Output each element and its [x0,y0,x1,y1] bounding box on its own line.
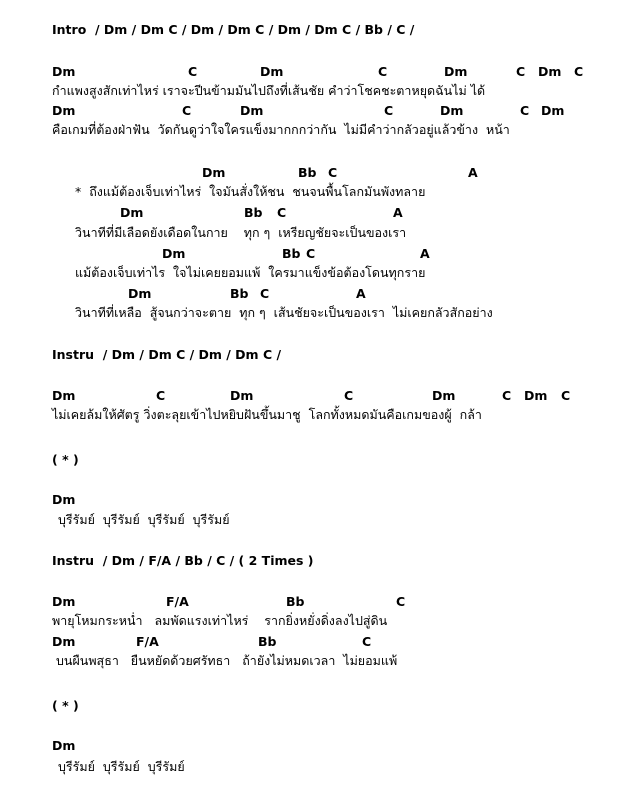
chord-line [0,386,571,406]
chord: A [468,165,478,180]
chord: Dm [162,246,186,261]
chord-line [0,592,406,612]
chord: C [502,388,512,403]
chord-line [0,101,565,121]
chord: Dm [240,103,264,118]
chord: Dm [52,103,76,118]
intro-line: Intro / Dm / Dm C / Dm / Dm C / Dm / Dm C / Bb / C / [52,22,415,37]
chord-line [0,490,76,510]
chord: Bb [286,594,305,609]
lyric-line: ไม่เคยล้มให้ศัตรู วิ่งตะลุยเข้าไปหยิบฝันขึ้นมาชู โลกทั้งหมดมันคือเกมของผู้ กล้า [52,407,482,422]
chord: A [393,205,403,220]
chord: Bb [244,205,263,220]
chord: Dm [538,64,562,79]
chord: Dm [52,634,76,649]
chord: F/A [136,634,159,649]
chord: Dm [52,388,76,403]
chord: C [574,64,584,79]
lyric-line: * ถึงแม้ต้องเจ็บเท่าไหร่ ใจมันสั่งให้ชน ชนจนพื้นโลกมันพังทลาย [75,184,426,199]
chord: Dm [440,103,464,118]
chord: C [277,205,287,220]
chord: C [520,103,530,118]
chord: C [378,64,388,79]
chord-line [0,62,584,82]
chord: Dm [52,738,76,753]
instru-line: Instru / Dm / Dm C / Dm / Dm C / [52,347,282,362]
lyric-line: บนผืนพสุธา ยืนหยัดด้วยศรัทธา ถ้ายังไม่หมดเวลา ไม่ยอมแพ้ [52,653,398,668]
chord-line [0,163,478,183]
chord: F/A [166,594,189,609]
chord: C [188,64,198,79]
lyric-line: วินาทีที่เหลือ สู้จนกว่าจะตาย ทุก ๆ เส้นชัยจะเป็นของเรา ไม่เคยกลัวสักอย่าง [75,305,493,320]
chorus-reference: ( * ) [52,452,79,467]
lyric-line: บุรีรัมย์ บุรีรัมย์ บุรีรัมย์ [58,759,185,774]
chord: A [356,286,366,301]
chord: Dm [52,64,76,79]
chord-line [0,736,76,756]
lyric-line: กำแพงสูงสักเท่าไหร่ เราจะปีนข้ามมันไปถึงที่เส้นชัย คำว่าโชคชะตาหยุดฉันไม่ ได้ [52,83,486,98]
chord: C [362,634,372,649]
chord: Dm [128,286,152,301]
lyric-line: วินาทีที่มีเลือดยังเดือดในกาย ทุก ๆ เหรียญชัยจะเป็นของเรา [75,225,407,240]
chord: Dm [52,492,76,507]
chorus-reference: ( * ) [52,698,79,713]
lyric-line: แม้ต้องเจ็บเท่าไร ใจไม่เคยยอมแพ้ ใครมาแข็งข้อต้องโดนทุกราย [75,265,426,280]
chord: C [561,388,571,403]
chord: Dm [541,103,565,118]
lyric-line: คือเกมที่ต้องฝ่าฟัน วัดกันดูว่าใจใครแข็งมากกกว่ากัน ไม่มีคำว่ากลัวอยู่แล้วข้าง หน้า [52,122,510,137]
chord: Bb [230,286,249,301]
chord: C [328,165,338,180]
chord: Bb [298,165,317,180]
instru-line: Instru / Dm / F/A / Bb / C / ( 2 Times ) [52,553,314,568]
chord-line [0,203,403,223]
chord: C [396,594,406,609]
chord: Dm [202,165,226,180]
chord: Dm [52,594,76,609]
chord: C [260,286,270,301]
chord: C [156,388,166,403]
chord: Dm [260,64,284,79]
chord-line [0,244,430,264]
chord: C [182,103,192,118]
chord: Dm [444,64,468,79]
chord: Dm [230,388,254,403]
chord: Dm [524,388,548,403]
lyric-line: พายุโหมกระหน่ำ ลมพัดแรงเท่าไหร่ รากยิ่งหยั่งดิ่งลงไปสู่ดิน [52,613,388,628]
chord: C [516,64,526,79]
chord: A [420,246,430,261]
chord: Dm [432,388,456,403]
chord: Dm [120,205,144,220]
chord-line [0,284,366,304]
chord: C [384,103,394,118]
chord: Bb [258,634,277,649]
chord-line [0,632,372,652]
lyric-line: บุรีรัมย์ บุรีรัมย์ บุรีรัมย์ บุรีรัมย์ [58,512,230,527]
chord: Bb [282,246,301,261]
chord: C [344,388,354,403]
chord: C [306,246,316,261]
